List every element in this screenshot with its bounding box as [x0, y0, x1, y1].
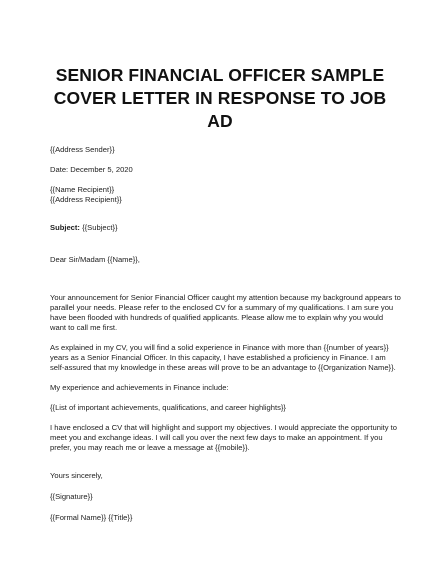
document-title: [50, 0, 390, 133]
paragraph-line: meet you and exchange ideas. I will call you over the next few days to make an appointment. If you: [50, 433, 383, 442]
formal-name-title: {{Formal Name}} {{Title}}: [50, 513, 133, 522]
recipient-block: [50, 185, 390, 205]
paragraph-line: parallel your needs. Please refer to the enclosed CV for a summary of my qualifications. I am sure you: [50, 303, 394, 312]
paragraph-4: {{List of important achievements, qualifications, and career highlights}}: [50, 403, 286, 412]
closing: Yours sincerely,: [50, 471, 103, 480]
letter-date: Date: December 5, 2020: [50, 165, 133, 174]
paragraph-1: [50, 293, 401, 333]
paragraph-line: self-assured that my knowledge in these areas will prove to be an advantage to {{Organization Name}}.: [50, 363, 396, 372]
paragraph-line: want to call me first.: [50, 323, 118, 332]
paragraph-line: prefer, you may reach me or leave a message at {{mobile}}.: [50, 443, 250, 452]
paragraph-5: [50, 423, 397, 453]
paragraph-line: As explained in my CV, you will find a solid experience in Finance with more than {{number of years}}: [50, 343, 389, 352]
paragraph-2: [50, 343, 396, 373]
address-recipient: {{Address Recipient}}: [50, 195, 122, 204]
paragraph-line: years as a Senior Financial Officer. In this capacity, I have established a proficiency in Finance. I am: [50, 353, 386, 362]
signature: {{Signature}}: [50, 492, 93, 501]
title-line-2: COVER LETTER IN RESPONSE TO JOB AD: [53, 88, 387, 131]
title-line-1: SENIOR FINANCIAL OFFICER SAMPLE: [55, 65, 385, 85]
subject-line: [50, 223, 390, 233]
address-sender: {{Address Sender}}: [50, 145, 115, 154]
letter-body: [50, 145, 401, 523]
subject-value: {{Subject}}: [79, 223, 118, 232]
subject-label: Subject:: [50, 223, 80, 232]
paragraph-line: I have enclosed a CV that will highlight and support my objectives. I would appreciate the opportunity to: [50, 423, 397, 432]
paragraph-3: My experience and achievements in Finance include:: [50, 383, 229, 392]
salutation: Dear Sir/Madam {{Name}},: [50, 255, 140, 264]
paragraph-line: have been flooded with hundreds of qualified applicants. Please allow me to explain why you would: [50, 313, 384, 322]
name-recipient: {{Name Recipient}}: [50, 185, 115, 194]
paragraph-line: Your announcement for Senior Financial Officer caught my attention because my background appears to: [50, 293, 401, 302]
